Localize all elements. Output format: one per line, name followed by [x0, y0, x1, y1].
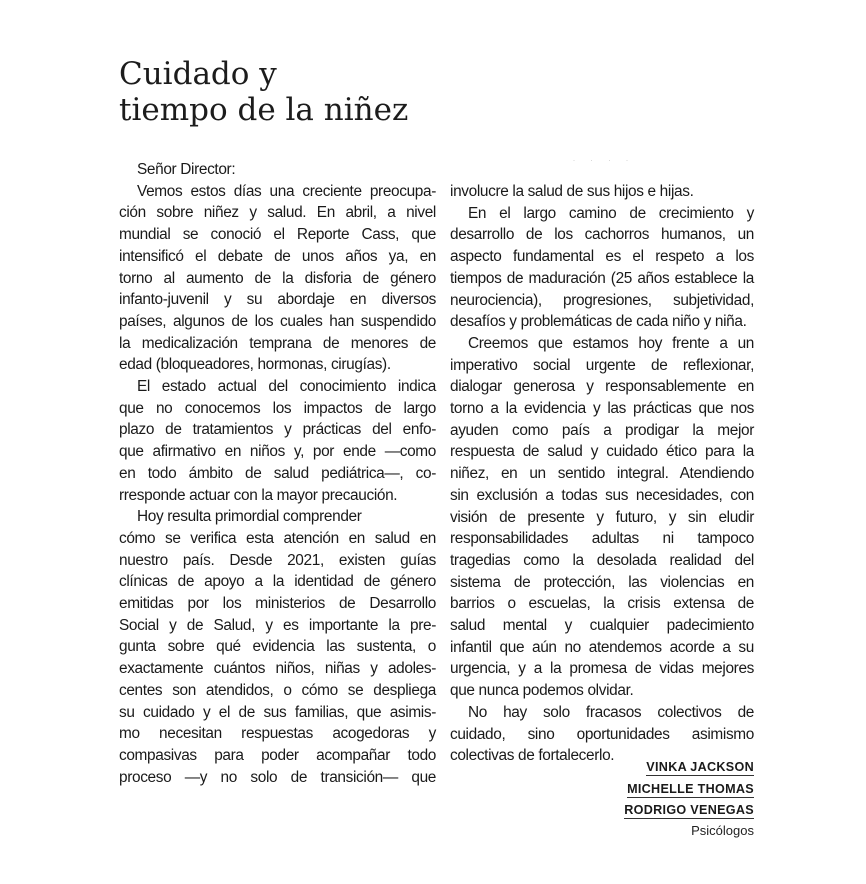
letter-column-left — [119, 159, 436, 788]
text-line: imperativo social urgente de reflexionar, — [450, 356, 754, 374]
salutation: Señor Director: — [137, 161, 236, 178]
text-line: barrios o escuelas, la crisis extensa de — [450, 595, 754, 613]
text-line: niñez, en un sentido integral. Atendiendo — [450, 465, 754, 483]
text-line: tiempos de maduración (25 años establece la — [450, 269, 754, 287]
text-line: nuestro país. Desde 2021, existen guías — [119, 551, 436, 569]
signature-name: MICHELLE THOMAS — [627, 781, 754, 796]
text-line: El estado actual del conocimiento indica — [137, 378, 436, 396]
text-line: mundial se conoció el Reporte Cass, que — [119, 226, 436, 244]
text-line: aspecto fundamental es el respeto a los — [450, 248, 754, 266]
text-line: visión de presente y futuro, y sin eludir — [450, 508, 754, 526]
text-line: gunta sobre qué evidencia las sustenta, o — [119, 638, 436, 656]
text-line: No hay solo fracasos colectivos de — [468, 703, 754, 721]
text-line: desarrollo de los cachorros humanos, un — [450, 226, 754, 244]
text-line: Vemos estos días una creciente preocupa- — [137, 182, 436, 200]
text-line: su cuidado y el de sus familias, que asimis- — [119, 703, 436, 721]
text-line: infantil que aún no atendemos acorde a su — [450, 638, 754, 656]
text-line: intensificó el debate de unos años ya, en — [119, 247, 436, 265]
paragraph — [450, 203, 754, 333]
text-line: respuesta de salud y cuidado ético para la — [450, 443, 754, 461]
text-line: países, algunos de los cuales han suspendido — [119, 312, 436, 330]
text-line: responsabilidades adultas ni tampoco — [450, 530, 754, 548]
paragraph — [119, 376, 436, 506]
text-line: plazo de tratamientos y prácticas del enfo- — [119, 421, 436, 439]
text-line: torno a la evidencia y las prácticas que nos — [450, 400, 754, 418]
text-line: colectivas de fortalecerlo. — [450, 747, 615, 765]
paragraph — [119, 506, 436, 788]
text-line: sistema de protección, las violencias en — [450, 573, 754, 591]
text-line: torno al aumento de la disforia de género — [119, 269, 436, 287]
text-line: cuidado, sino oportunidades asimismo — [450, 725, 754, 743]
text-line: proceso —y no solo de transición— que — [119, 768, 436, 786]
text-line: salud mental y cualquier padecimiento — [450, 617, 754, 635]
text-line: dialogar generosa y responsablemente en — [450, 378, 754, 396]
text-line: que nunca podemos olvidar. — [450, 682, 634, 700]
text-line: sin exclusión a todas sus necesidades, con — [450, 486, 754, 504]
paragraph — [450, 333, 754, 702]
paragraph — [119, 181, 436, 376]
text-line: mo necesitan respuestas acogedoras y — [119, 725, 436, 743]
text-line: neurociencia), progresiones, subjetividad, — [450, 291, 754, 309]
signature-block — [624, 757, 754, 840]
text-line: Creemos que estamos hoy frente a un — [468, 334, 754, 352]
text-line: ción sobre niñez y salud. En abril, a nivel — [119, 204, 436, 222]
text-line: clínicas de apoyo a la identidad de género — [119, 573, 436, 591]
text-line: emitidas por los ministerios de Desarrollo — [119, 595, 436, 613]
text-line: Hoy resulta primordial comprender — [137, 508, 362, 526]
text-line: infanto-juvenil y su abordaje en diversos — [119, 291, 436, 309]
text-line: En el largo camino de crecimiento y — [468, 204, 754, 222]
text-line: desafíos y problemáticas de cada niño y niña. — [450, 313, 747, 331]
text-line: compasivas para poder acompañar todo — [119, 746, 436, 764]
text-line: centes son atendidos, o cómo se despliega — [119, 681, 436, 699]
headline-line-2: tiempo de la niñez — [119, 92, 409, 128]
print-specks: · · · · — [573, 158, 635, 164]
text-line: que no conocemos los impactos de largo — [119, 399, 436, 417]
text-line: edad (bloqueadores, hormonas, cirugías). — [119, 356, 391, 374]
text-line: la medicalización temprana de menores de — [119, 334, 436, 352]
text-line: tragedias como la desolada realidad del — [450, 551, 754, 569]
text-line: cómo se verifica esta atención en salud en — [119, 529, 436, 547]
signature-name: VINKA JACKSON — [646, 760, 754, 774]
text-line: exactamente cuántos niños, niñas y adoles- — [119, 660, 436, 678]
text-line: rresponde actuar con la mayor precaución. — [119, 486, 398, 504]
signature-2 — [624, 779, 754, 801]
text-line: Social y de Salud, y es importante la pre- — [119, 616, 436, 634]
paragraph — [450, 181, 754, 203]
text-line: que afirmativo en niños y, por ende —como — [119, 443, 436, 461]
letter-column-right — [450, 181, 754, 767]
text-line: involucre la salud de sus hijos e hijas. — [450, 183, 694, 200]
signature-name: RODRIGO VENEGAS — [624, 803, 754, 817]
text-line: urgencia, y a la promesa de vidas mejores — [450, 660, 754, 678]
signature-1 — [624, 757, 754, 779]
headline — [119, 56, 408, 128]
profession: Psicólogos — [691, 822, 754, 838]
text-line: ayuden como país a prodigar la mejor — [450, 421, 754, 439]
text-line: en todo ámbito de salud pediátrica—, co- — [119, 464, 436, 482]
signature-3 — [624, 800, 754, 822]
headline-line-1: Cuidado y — [119, 56, 277, 92]
